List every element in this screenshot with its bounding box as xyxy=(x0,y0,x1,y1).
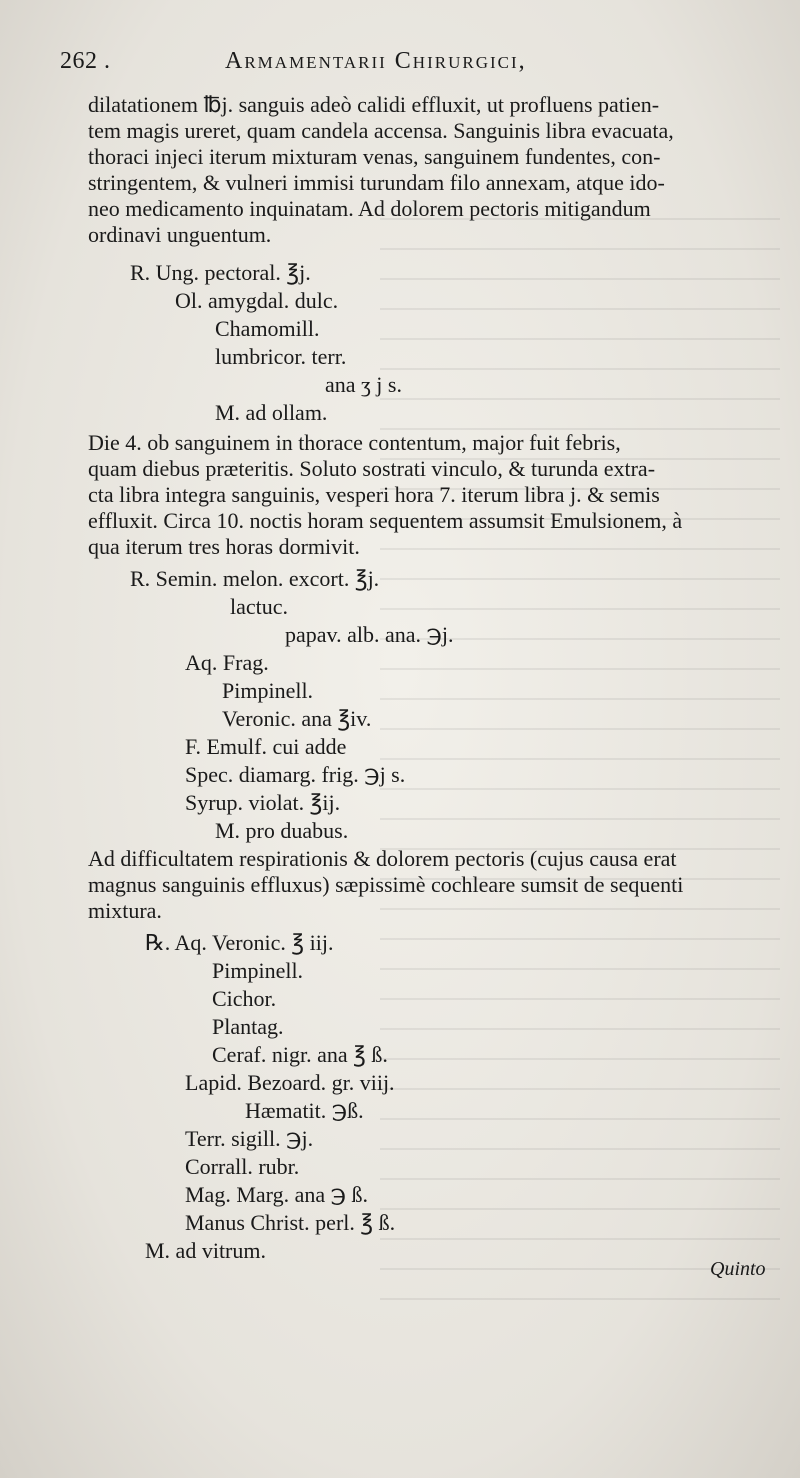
catchword: Quinto xyxy=(710,1258,766,1280)
recipe-line: F. Emulf. cui adde xyxy=(185,734,347,759)
recipe-line: R. Semin. melon. excort. ℥j. xyxy=(130,566,380,591)
recipe-line: Aq. Frag. xyxy=(185,650,269,675)
recipe-line: Mag. Marg. ana ℈ ß. xyxy=(185,1182,368,1207)
text-line: tem magis ureret, quam candela accensa. Sanguinis libra evacuata, xyxy=(88,118,674,143)
recipe-line: M. ad ollam. xyxy=(215,400,328,425)
text-line: Die 4. ob sanguinem in thorace contentum, major fuit febris, xyxy=(88,430,621,455)
recipe-line: R. Ung. pectoral. ℥j. xyxy=(130,260,311,285)
show-through-texture xyxy=(380,200,780,1300)
recipe-line: Chamomill. xyxy=(215,316,320,341)
recipe-line: papav. alb. ana. ℈j. xyxy=(285,622,454,647)
recipe-line: lactuc. xyxy=(230,594,289,619)
text-line: stringentem, & vulneri immisi turundam filo annexam, atque ido- xyxy=(88,170,665,195)
recipe-line: Corrall. rubr. xyxy=(185,1154,300,1179)
text-line: mixtura. xyxy=(88,898,162,923)
page-number: 262 . xyxy=(60,48,111,74)
recipe-line: ana ʒ j s. xyxy=(325,372,402,397)
recipe-line: Cichor. xyxy=(212,986,277,1011)
text-line: dilatationem ℔j. sanguis adeò calidi effluxit, ut profluens patien- xyxy=(88,92,660,117)
text-line: qua iterum tres horas dormivit. xyxy=(88,534,360,559)
text-line: effluxit. Circa 10. noctis horam sequentem assumsit Emulsionem, à xyxy=(88,508,683,533)
running-header xyxy=(60,48,760,80)
recipe-line: Veronic. ana ℥iv. xyxy=(222,706,372,731)
recipe-line: Ol. amygdal. dulc. xyxy=(175,288,339,313)
text-line: magnus sanguinis effluxus) sæpissimè cochleare sumsit de sequenti xyxy=(88,872,684,897)
recipe-line: M. ad vitrum. xyxy=(145,1238,266,1263)
recipe-line: Spec. diamarg. frig. ℈j s. xyxy=(185,762,406,787)
recipe-line: Pimpinell. xyxy=(212,958,304,983)
recipe-line: Terr. sigill. ℈j. xyxy=(185,1126,314,1151)
recipe-line: Hæmatit. ℈ß. xyxy=(245,1098,364,1123)
recipe-line: ℞. Aq. Veronic. ℥ iij. xyxy=(145,930,334,955)
recipe-line: Plantag. xyxy=(212,1014,284,1039)
text-line: cta libra integra sanguinis, vesperi hora 7. iterum libra j. & semis xyxy=(88,482,660,507)
text-line: Ad difficultatem respirationis & dolorem pectoris (cujus causa erat xyxy=(88,846,677,871)
recipe-line: Syrup. violat. ℥ij. xyxy=(185,790,341,815)
recipe-line: Manus Christ. perl. ℥ ß. xyxy=(185,1210,396,1235)
recipe-line: Ceraf. nigr. ana ℥ ß. xyxy=(212,1042,388,1067)
recipe-line: lumbricor. terr. xyxy=(215,344,347,369)
text-line: quam diebus præteritis. Soluto sostrati vinculo, & turunda extra- xyxy=(88,456,656,481)
recipe-line: Pimpinell. xyxy=(222,678,314,703)
recipe-line: M. pro duabus. xyxy=(215,818,349,843)
running-title: Armamentarii Chirurgici, xyxy=(225,48,527,74)
text-line: ordinavi unguentum. xyxy=(88,222,272,247)
recipe-line: Lapid. Bezoard. gr. viij. xyxy=(185,1070,395,1095)
text-line: thoraci injeci iterum mixturam venas, sanguinem fundentes, con- xyxy=(88,144,661,169)
text-line: neo medicamento inquinatam. Ad dolorem pectoris mitigandum xyxy=(88,196,651,221)
